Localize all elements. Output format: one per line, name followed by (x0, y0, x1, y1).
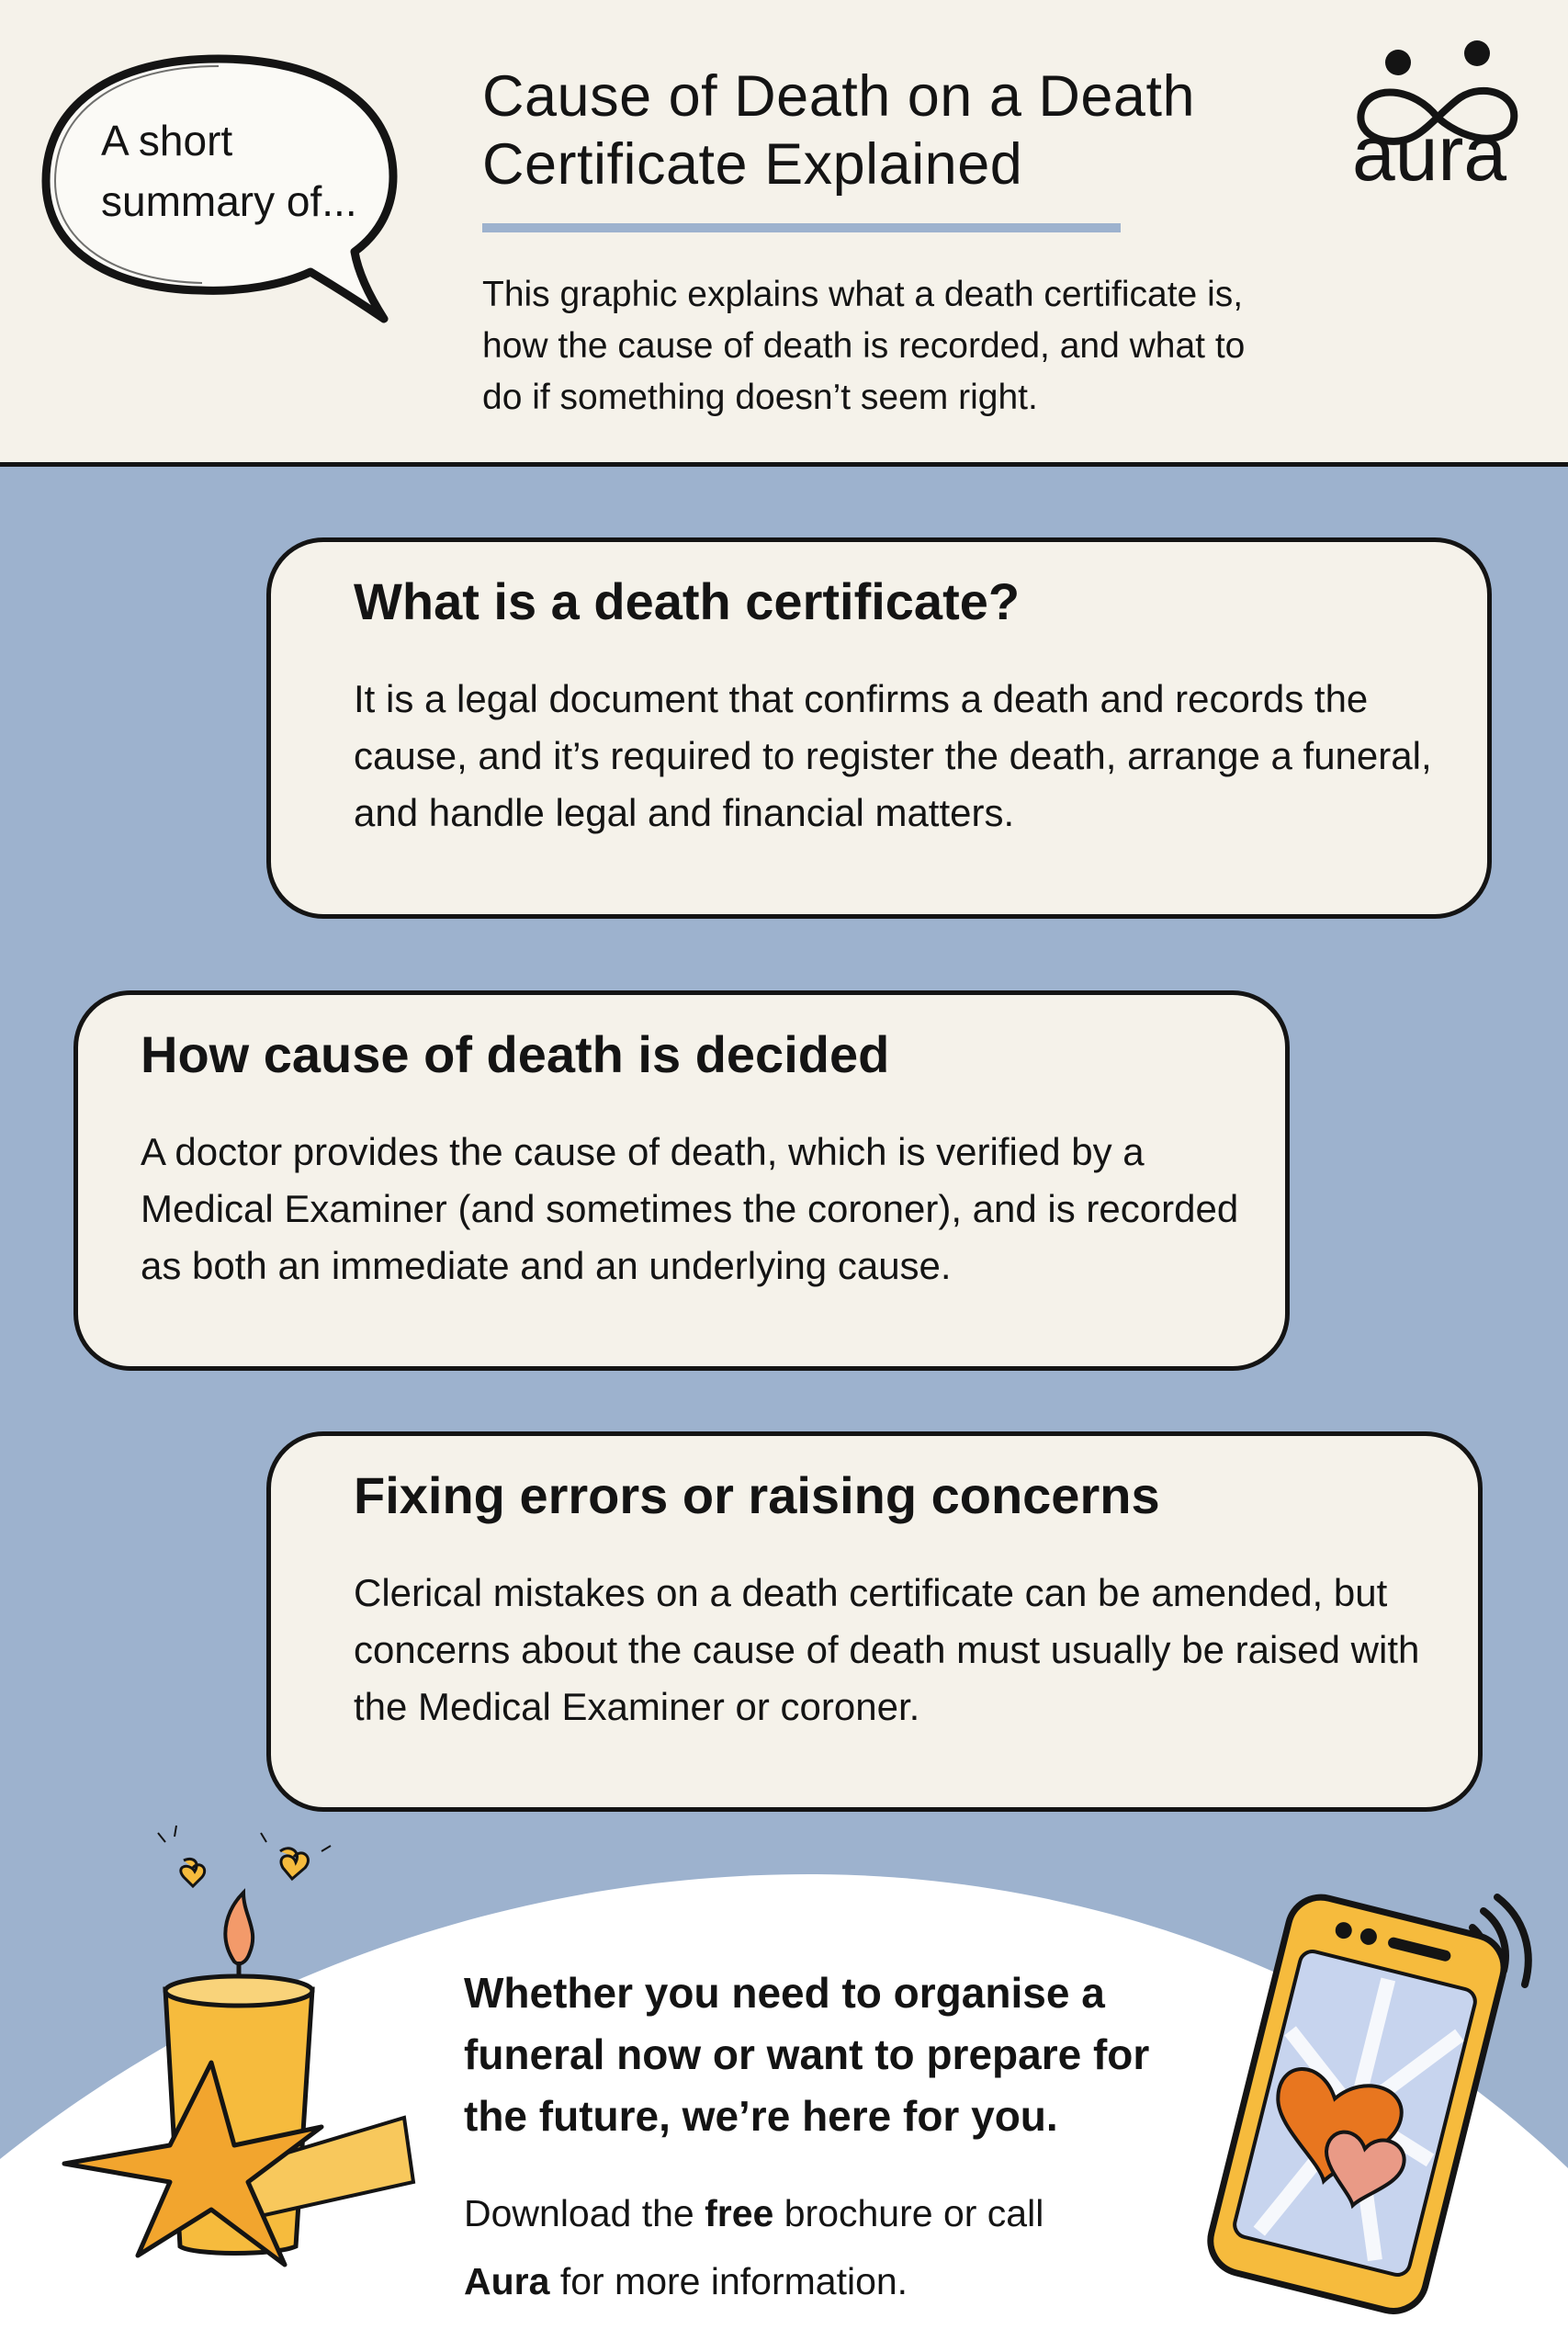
card-body: A doctor provides the cause of death, which is verified by a Medical Examiner (and sometimes the coroner), and is recorded as both an immediate and an underlying cause. (141, 1130, 1239, 1287)
free-label: free (705, 2192, 774, 2234)
logo-text: aura (1352, 110, 1507, 197)
card-fixing-errors (266, 1431, 1483, 1812)
download-text (464, 2179, 1125, 2315)
title-underline (482, 223, 1121, 232)
download-part-2: brochure or call (773, 2192, 1044, 2234)
card-heading: Fixing errors or raising concerns (354, 1466, 1160, 1524)
aura-label: Aura (464, 2260, 550, 2302)
download-part-1: Download the (464, 2192, 705, 2234)
card-heading: How cause of death is decided (141, 1025, 890, 1083)
card-body: It is a legal document that confirms a death and records the cause, and it’s required to register the death, arrange a funeral, and handle legal and financial matters. (354, 677, 1432, 834)
phone-illustration-icon (1180, 1883, 1548, 2315)
card-what-is-death-certificate (266, 537, 1492, 919)
intro-text: This graphic explains what a death certificate is, how the cause of death is recorded, and what to do if something doesn’t seem right. (482, 275, 1246, 417)
card-heading: What is a death certificate? (354, 572, 1021, 630)
bubble-text: A short summary of... (101, 117, 357, 225)
header-section (0, 0, 1568, 467)
cta-text: Whether you need to organise a funeral now or want to prepare for the future, we’re here for you. (464, 1969, 1150, 2140)
candle-illustration-icon (55, 1815, 423, 2311)
card-how-cause-decided (73, 990, 1290, 1371)
download-part-3: for more information. (549, 2260, 908, 2302)
card-body: Clerical mistakes on a death certificate can be amended, but concerns about the cause of death must usually be raised with the Medical Examiner or coroner. (354, 1571, 1420, 1728)
page-title: Cause of Death on a Death Certificate Explained (482, 64, 1196, 197)
